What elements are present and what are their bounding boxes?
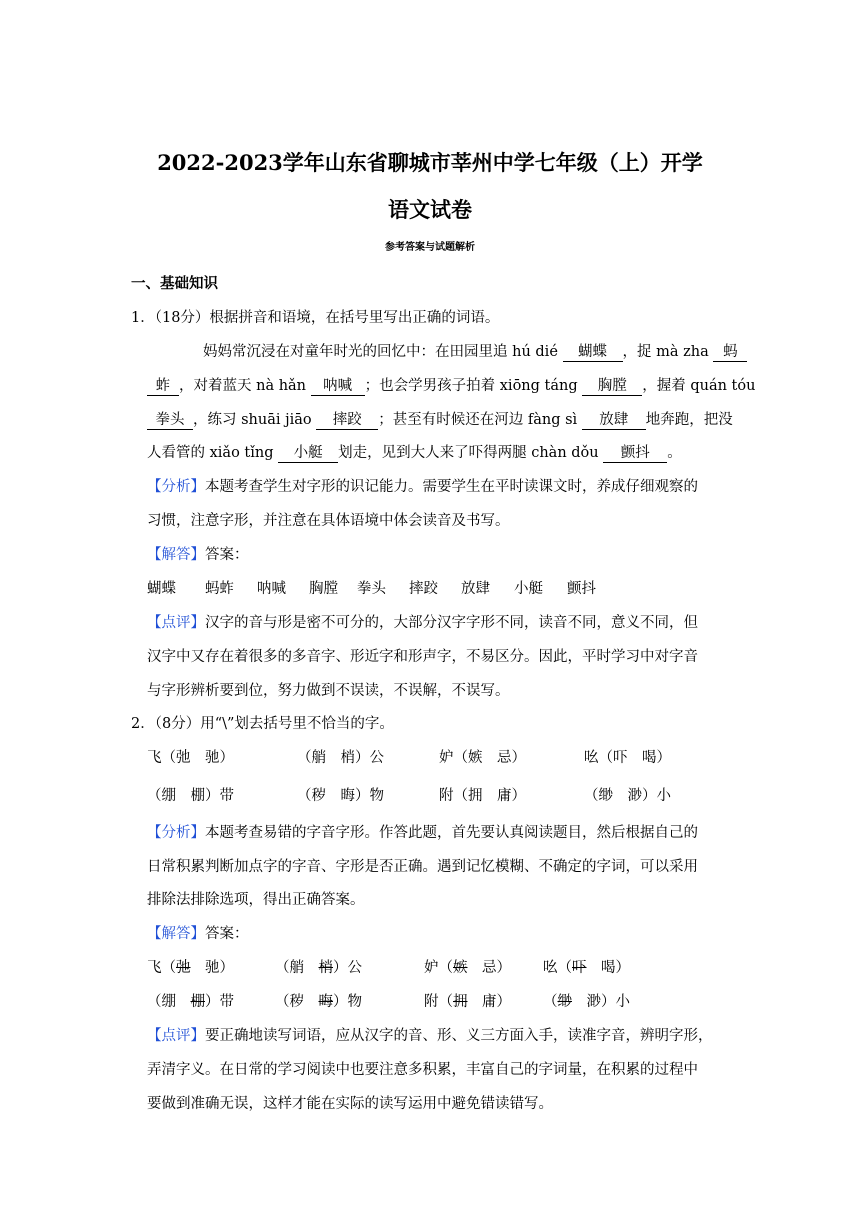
q2-analysis: 【分析】本题考查易错的字音字形。作答此题，首先要认真阅读题目，然后根据自己的 bbox=[147, 825, 698, 841]
bracket-close: ） bbox=[615, 960, 630, 976]
q2-answer-row2 bbox=[0, 990, 860, 1010]
answer-word: 颤抖 bbox=[567, 581, 596, 597]
answer-word: 摔跤 bbox=[409, 581, 438, 597]
answer-word: 呐喊 bbox=[257, 581, 286, 597]
bracket-open: （ bbox=[543, 994, 558, 1010]
q2-analysis-cont: 日常积累判断加点字的字音、字形是否正确。遇到记忆模糊、不确定的字词，可以采用 bbox=[147, 859, 698, 875]
q1-comment: 【点评】汉字的音与形是密不可分的，大部分汉字字形不同，读音不同，意义不同，但 bbox=[147, 615, 698, 631]
answer-tag: 【解答】 bbox=[147, 926, 205, 942]
bracket-open: 附（ bbox=[424, 994, 453, 1010]
struck-char: 拥 bbox=[453, 994, 468, 1010]
q2-answer-item bbox=[424, 956, 511, 977]
char-gap bbox=[587, 960, 602, 976]
struck-char: 棚 bbox=[190, 994, 205, 1010]
q2-item: （秽 晦）物 bbox=[297, 788, 384, 804]
page-title-line2: 语文试卷 bbox=[388, 197, 472, 222]
answer-blank: 蚂 bbox=[713, 344, 747, 362]
q1-answer-list bbox=[0, 577, 860, 597]
struck-char: 缈 bbox=[557, 994, 572, 1010]
answer-word: 胸膛 bbox=[309, 581, 338, 597]
answer-word: 小艇 bbox=[514, 581, 543, 597]
char-gap bbox=[176, 994, 191, 1010]
q2-answer-item bbox=[147, 990, 234, 1011]
analysis-tag: 【分析】 bbox=[147, 825, 205, 841]
answer-blank: 放肆 bbox=[582, 412, 646, 430]
q2-analysis-cont2: 排除法排除选项，得出正确答案。 bbox=[147, 892, 365, 908]
q2-comment-cont2: 要做到准确无误，这样才能在实际的读写运用中避免错读错写。 bbox=[147, 1096, 553, 1112]
q1-comment-cont2: 与字形辨析要到位，努力做到不误读，不误解，不误写。 bbox=[147, 683, 510, 699]
q2-stem: 2．（8分）用“\”划去括号里不恰当的字。 bbox=[131, 716, 394, 732]
answer-word: 放肆 bbox=[461, 581, 490, 597]
q2-item: 吆（吓 喝） bbox=[584, 750, 671, 766]
struck-char: 晦 bbox=[318, 994, 333, 1010]
bracket-open: 飞（ bbox=[147, 960, 176, 976]
q2-answer-item bbox=[147, 956, 234, 977]
q2-item: 飞（弛 驰） bbox=[147, 750, 234, 766]
kept-char: 艄 bbox=[289, 960, 304, 976]
q1-passage-line3: 拳头 ，练习 shuāi jiāo 摔跤 ；甚至有时候还在河边 fàng sì 放肆 地奔跑，把没 bbox=[147, 408, 733, 430]
q1-stem: 1．（18分）根据拼音和语境，在括号里写出正确的词语。 bbox=[131, 310, 500, 326]
q1-analysis: 【分析】本题考查学生对字形的识记能力。需要学生在平时读课文时，养成仔细观察的 bbox=[147, 479, 698, 495]
q2-item: （绷 棚）带 bbox=[147, 788, 234, 804]
q2-answer-item bbox=[275, 956, 362, 977]
answer-blank: 呐喊 bbox=[311, 378, 365, 396]
bracket-close: ）物 bbox=[333, 994, 362, 1010]
comment-tag: 【点评】 bbox=[147, 615, 205, 631]
kept-char: 忌 bbox=[482, 960, 497, 976]
bracket-open: 吆（ bbox=[543, 960, 572, 976]
bracket-open: （ bbox=[275, 960, 290, 976]
q2-item: 附（拥 庸） bbox=[439, 788, 526, 804]
bracket-close: ） bbox=[496, 994, 511, 1010]
char-gap bbox=[304, 994, 319, 1010]
answer-blank: 拳头 bbox=[147, 412, 193, 430]
bracket-close: ）小 bbox=[601, 994, 630, 1010]
q1-comment-cont: 汉字中又存在着很多的多音字、形近字和形声字，不易区分。因此，平时学习中对字音 bbox=[147, 649, 698, 665]
struck-char: 嫉 bbox=[453, 960, 468, 976]
kept-char: 喝 bbox=[601, 960, 616, 976]
struck-char: 吓 bbox=[572, 960, 587, 976]
bracket-open: （ bbox=[147, 994, 162, 1010]
q1-analysis-cont: 习惯，注意字形，并注意在具体语境中体会读音及书写。 bbox=[147, 513, 510, 529]
q1-answer: 【解答】答案： bbox=[147, 547, 249, 563]
q1-passage-line4: 人看管的 xiǎo tǐng 小艇 划走，见到大人来了吓得两腿 chàn dǒu 颤抖 。 bbox=[147, 445, 682, 461]
q2-comment-cont: 弄清字义。在日常的学习阅读中也要注意多积累，丰富自己的字词量，在积累的过程中 bbox=[147, 1062, 698, 1078]
analysis-tag: 【分析】 bbox=[147, 479, 205, 495]
bracket-open: （ bbox=[275, 994, 290, 1010]
answer-word: 蝴蝶 bbox=[147, 581, 176, 597]
answer-tag: 【解答】 bbox=[147, 547, 205, 563]
kept-char: 庸 bbox=[482, 994, 497, 1010]
kept-char: 秽 bbox=[289, 994, 304, 1010]
section-heading: 一、基础知识 bbox=[131, 276, 218, 292]
answer-word: 蚂蚱 bbox=[205, 581, 234, 597]
q2-answer: 【解答】答案： bbox=[147, 926, 249, 942]
bracket-close: ）公 bbox=[333, 960, 362, 976]
q2-item: （艄 梢）公 bbox=[297, 750, 384, 766]
kept-char: 绷 bbox=[161, 994, 176, 1010]
q2-answer-item bbox=[543, 990, 630, 1011]
q1-passage-line2: 蚱 ，对着蓝天 nà hǎn 呐喊 ；也会学男孩子拍着 xiōng táng 胸膛 ，握着 quán tóu bbox=[147, 374, 755, 396]
struck-char: 弛 bbox=[176, 960, 191, 976]
q2-item: （缈 渺）小 bbox=[584, 788, 671, 804]
q2-answer-row1 bbox=[0, 956, 860, 976]
answer-blank: 蝴蝶 bbox=[563, 344, 623, 362]
q2-answer-item bbox=[424, 990, 511, 1011]
char-gap bbox=[468, 960, 483, 976]
answer-blank: 胸膛 bbox=[582, 378, 642, 396]
answer-blank: 摔跤 bbox=[316, 412, 378, 430]
q2-row2 bbox=[0, 784, 860, 804]
answer-blank: 蚱 bbox=[147, 378, 179, 396]
q2-answer-item bbox=[543, 956, 630, 977]
page-title: 2022-2023学年山东省聊城市莘州中学七年级（上）开学 bbox=[157, 150, 703, 175]
q2-comment: 【点评】要正确地读写词语，应从汉字的音、形、义三方面入手，读准字音，辨明字形， bbox=[147, 1028, 713, 1044]
bracket-open: 妒（ bbox=[424, 960, 453, 976]
comment-tag: 【点评】 bbox=[147, 1028, 205, 1044]
answer-blank: 小艇 bbox=[278, 445, 338, 463]
q1-passage-line1: 妈妈常沉浸在对童年时光的回忆中：在田园里追 hú dié 蝴蝶 ，捉 mà zha 蚂 bbox=[203, 340, 747, 362]
struck-char: 梢 bbox=[318, 960, 333, 976]
char-gap bbox=[468, 994, 483, 1010]
char-gap bbox=[191, 960, 206, 976]
kept-char: 渺 bbox=[586, 994, 601, 1010]
answer-word: 拳头 bbox=[357, 581, 386, 597]
bracket-close: ） bbox=[219, 960, 234, 976]
kept-char: 驰 bbox=[205, 960, 220, 976]
q2-answer-item bbox=[275, 990, 362, 1011]
char-gap bbox=[572, 994, 587, 1010]
bracket-close: ） bbox=[496, 960, 511, 976]
q2-item: 妒（嫉 忌） bbox=[439, 750, 526, 766]
page-subtitle: 参考答案与试题解析 bbox=[385, 242, 475, 253]
q2-row1 bbox=[0, 746, 860, 766]
bracket-close: ）带 bbox=[205, 994, 234, 1010]
answer-blank: 颤抖 bbox=[603, 445, 667, 463]
char-gap bbox=[304, 960, 319, 976]
